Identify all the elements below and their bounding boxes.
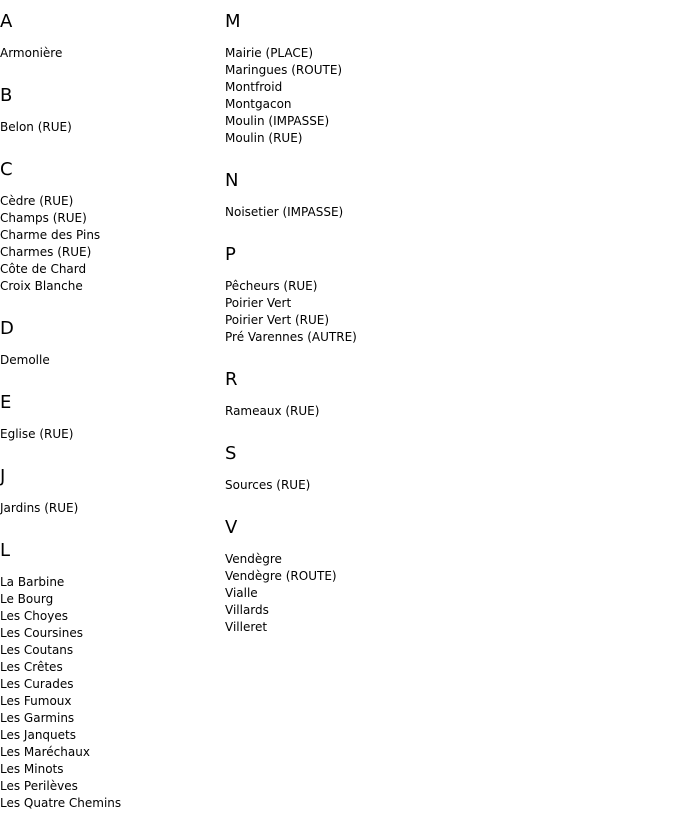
street-list-item: [225, 568, 525, 585]
street-link[interactable]: Moulin (RUE): [225, 131, 303, 145]
street-list: [225, 551, 525, 636]
street-list-item: [0, 119, 220, 136]
street-list-item: [0, 227, 220, 244]
letter-group: [0, 10, 220, 84]
street-link[interactable]: Poirier Vert: [225, 296, 292, 310]
street-list-item: [0, 744, 220, 761]
street-link[interactable]: Les Janquets: [0, 728, 76, 742]
street-list-item: [225, 477, 525, 494]
street-link[interactable]: Les Coutans: [0, 643, 74, 657]
street-list-item: [225, 329, 525, 346]
group-spacer: [0, 62, 220, 84]
street-list-item: [0, 45, 220, 62]
street-list-item: [225, 130, 525, 147]
letter-group: [0, 158, 220, 317]
street-link[interactable]: Les Minots: [0, 762, 64, 776]
letter-group: [0, 391, 220, 465]
street-list-item: [0, 352, 220, 369]
street-link[interactable]: Mairie (PLACE): [225, 46, 314, 60]
street-list-item: [0, 193, 220, 210]
street-list: [0, 119, 220, 136]
street-list-item: [225, 295, 525, 312]
street-list-item: [225, 204, 525, 221]
letter-heading: L: [0, 540, 11, 561]
group-spacer: [225, 494, 525, 516]
group-spacer: [225, 221, 525, 243]
street-list: [225, 477, 525, 494]
street-link[interactable]: Villards: [225, 603, 269, 617]
letter-group: [225, 442, 525, 516]
street-link[interactable]: Vendègre: [225, 552, 282, 566]
street-link[interactable]: Charme des Pins: [0, 228, 101, 242]
street-link[interactable]: Les Maréchaux: [0, 745, 90, 759]
street-list: [0, 574, 220, 812]
street-link[interactable]: Charmes (RUE): [0, 245, 92, 259]
street-link[interactable]: Sources (RUE): [225, 478, 311, 492]
group-spacer: [0, 136, 220, 158]
street-list-item: [225, 79, 525, 96]
street-list-item: [0, 591, 220, 608]
street-index-column-right: [225, 10, 525, 636]
street-list-item: [225, 113, 525, 130]
street-link[interactable]: Maringues (ROUTE): [225, 63, 343, 77]
street-list: [0, 45, 220, 62]
letter-heading: N: [225, 170, 239, 191]
group-spacer: [0, 369, 220, 391]
street-link[interactable]: Poirier Vert (RUE): [225, 313, 330, 327]
street-list-item: [225, 45, 525, 62]
street-list-item: [0, 625, 220, 642]
street-link[interactable]: Croix Blanche: [0, 279, 83, 293]
letter-group: [0, 465, 220, 539]
letter-group: [225, 516, 525, 636]
letter-heading: E: [0, 392, 12, 413]
street-link[interactable]: Le Bourg: [0, 592, 54, 606]
street-list-item: [0, 727, 220, 744]
street-link[interactable]: Armonière: [0, 46, 63, 60]
street-list-item: [0, 210, 220, 227]
letter-heading: P: [225, 244, 236, 265]
street-link[interactable]: Pêcheurs (RUE): [225, 279, 318, 293]
letter-heading: S: [225, 443, 237, 464]
group-spacer: [0, 443, 220, 465]
letter-group: [225, 368, 525, 442]
street-list: [0, 500, 220, 517]
street-list-item: [0, 693, 220, 710]
street-list-item: [0, 574, 220, 591]
street-list-item: [0, 608, 220, 625]
street-link[interactable]: Moulin (IMPASSE): [225, 114, 330, 128]
street-link[interactable]: Jardins (RUE): [0, 501, 79, 515]
street-link[interactable]: Montgacon: [225, 97, 292, 111]
street-link[interactable]: Pré Varennes (AUTRE): [225, 330, 357, 344]
street-list-item: [225, 403, 525, 420]
street-link[interactable]: Villeret: [225, 620, 268, 634]
letter-heading: V: [225, 517, 238, 538]
street-list-item: [225, 585, 525, 602]
street-link[interactable]: Demolle: [0, 353, 50, 367]
letter-heading: R: [225, 369, 238, 390]
street-list-item: [0, 278, 220, 295]
letter-group: [225, 169, 525, 243]
street-link[interactable]: Vendègre (ROUTE): [225, 569, 337, 583]
street-list-item: [0, 642, 220, 659]
street-list-item: [225, 62, 525, 79]
street-link[interactable]: Montfroid: [225, 80, 283, 94]
group-spacer: [225, 420, 525, 442]
letter-heading: A: [0, 11, 13, 32]
letter-heading: B: [0, 85, 13, 106]
street-link[interactable]: Les Fumoux: [0, 694, 72, 708]
letter-group: [225, 10, 525, 169]
street-link[interactable]: Les Crêtes: [0, 660, 63, 674]
street-link[interactable]: Les Quatre Chemins: [0, 796, 122, 810]
street-index-column-left: [0, 10, 220, 812]
street-link[interactable]: Cèdre (RUE): [0, 194, 74, 208]
street-list: [225, 403, 525, 420]
street-link[interactable]: Les Curades: [0, 677, 74, 691]
letter-heading: D: [0, 318, 14, 339]
street-list-item: [225, 602, 525, 619]
street-list-item: [0, 778, 220, 795]
street-link[interactable]: La Barbine: [0, 575, 65, 589]
street-list-item: [0, 659, 220, 676]
street-list: [225, 45, 525, 147]
street-link[interactable]: Belon (RUE): [0, 120, 72, 134]
street-list-item: [225, 96, 525, 113]
street-list: [0, 193, 220, 295]
street-list: [225, 204, 525, 221]
letter-group: [0, 317, 220, 391]
street-link[interactable]: Les Choyes: [0, 609, 68, 623]
street-list: [0, 426, 220, 443]
street-list-item: [225, 551, 525, 568]
street-link[interactable]: Les Garmins: [0, 711, 75, 725]
street-list-item: [0, 710, 220, 727]
street-list: [0, 352, 220, 369]
letter-group: [0, 84, 220, 158]
street-link[interactable]: Noisetier (IMPASSE): [225, 205, 344, 219]
street-link[interactable]: Rameaux (RUE): [225, 404, 320, 418]
street-link[interactable]: Eglise (RUE): [0, 427, 74, 441]
street-list-item: [225, 312, 525, 329]
letter-group: [225, 243, 525, 368]
street-list-item: [0, 761, 220, 778]
letter-heading: J: [0, 466, 6, 487]
letter-group: [0, 539, 220, 812]
group-spacer: [0, 517, 220, 539]
street-link[interactable]: Côte de Chard: [0, 262, 87, 276]
letter-heading: M: [225, 11, 241, 32]
street-list-item: [0, 244, 220, 261]
street-list-item: [225, 619, 525, 636]
street-list-item: [0, 795, 220, 812]
group-spacer: [225, 346, 525, 368]
street-link[interactable]: Vialle: [225, 586, 258, 600]
street-list-item: [0, 426, 220, 443]
street-link[interactable]: Champs (RUE): [0, 211, 87, 225]
street-list-item: [225, 278, 525, 295]
street-list: [225, 278, 525, 346]
street-list-item: [0, 676, 220, 693]
group-spacer: [0, 295, 220, 317]
group-spacer: [225, 147, 525, 169]
street-list-item: [0, 500, 220, 517]
letter-heading: C: [0, 159, 13, 180]
street-list-item: [0, 261, 220, 278]
street-link[interactable]: Les Coursines: [0, 626, 84, 640]
street-link[interactable]: Les Perilèves: [0, 779, 78, 793]
